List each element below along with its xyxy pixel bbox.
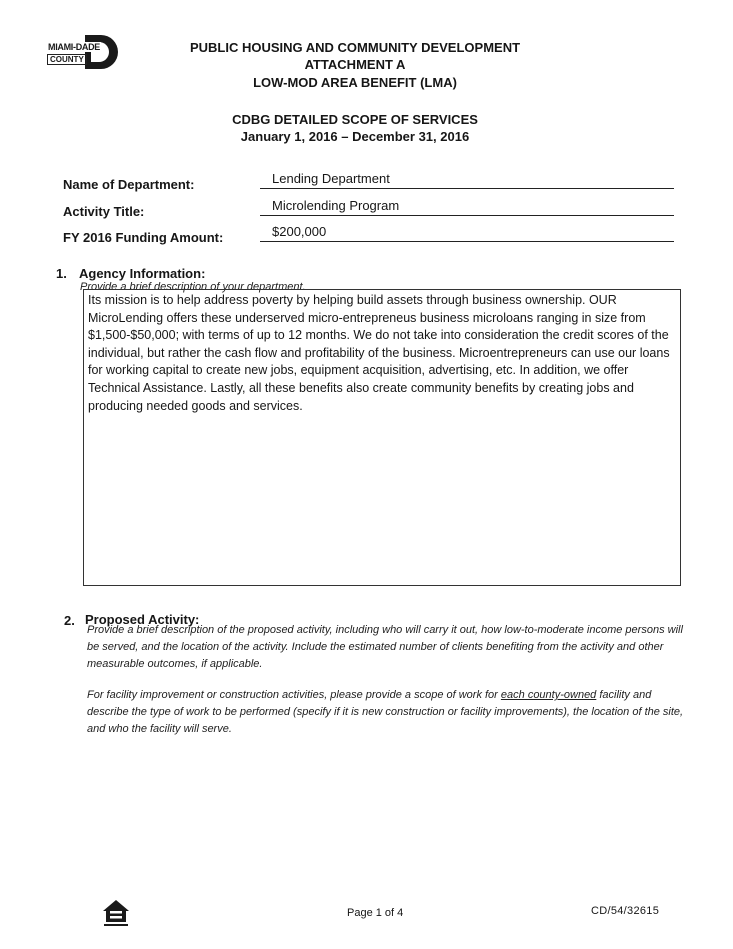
section-2-title: Proposed Activity:	[85, 612, 200, 627]
funding-amount-field: $200,000	[260, 223, 674, 242]
section-2-hint-1: Provide a brief description of the proposed activity, including who will carry it out, how low-to-moderate income persons will be served, and the location of the activity. Include the estimated number of clients benefiting from the activity and other measurable outcomes, if applicable.	[87, 624, 683, 670]
logo-line-1: MIAMI-DADE	[48, 42, 100, 52]
header-line-3: LOW-MOD AREA BENEFIT (LMA)	[253, 75, 457, 90]
section-2-hint-2-end: facility and describe the type of work to be performed (specify if it is new construction or facility improvements), the location of the site, and who the facility will serve.	[87, 689, 684, 735]
equal-housing-opportunity-icon	[100, 897, 132, 927]
section-1-number: 1.	[56, 266, 67, 281]
header-line-1: PUBLIC HOUSING AND COMMUNITY DEVELOPMENT	[189, 40, 521, 55]
section-1-title: Agency Information:	[79, 266, 206, 281]
section-2-hint-2-start: For facility improvement or construction activities, please provide a scope of work for	[87, 689, 501, 701]
agency-information-text: Its mission is to help address poverty by helping build assets through business ownership. OUR MicroLending offers these underserved micro-entrepreneus business microloans ranging in size from $1,500-$50,000; with terms of up to 12 months. We do not take into consideration the credit scores of the individual, but rather the cash flow and profitability of the business. Microentrepreneurs can use our loans for working capital to create new jobs, equipment acquisition, advertising, etc. In addition, we offer Technical Assistance. Lastly, all these benefits also create community benefits by creating jobs and producing needed goods and services.	[88, 293, 670, 413]
section-2-number: 2.	[64, 613, 75, 628]
document-code: CD/54/32615	[591, 905, 660, 917]
funding-amount-label: FY 2016 Funding Amount:	[63, 230, 224, 245]
header-date-range: January 1, 2016 – December 31, 2016	[240, 129, 470, 144]
county-logo	[45, 34, 119, 70]
header-line-4: CDBG DETAILED SCOPE OF SERVICES	[232, 112, 478, 127]
section-2-hint-2	[87, 687, 687, 738]
activity-title-field: Microlending Program	[260, 197, 674, 216]
section-1-hint: Provide a brief description of your department.	[80, 281, 306, 293]
department-label: Name of Department:	[63, 177, 195, 192]
page-number: Page 1 of 4	[347, 907, 404, 919]
activity-title-label: Activity Title:	[63, 204, 145, 219]
logo-line-2: COUNTY	[47, 54, 87, 65]
header-line-2: ATTACHMENT A	[304, 57, 406, 72]
department-field: Lending Department	[260, 170, 674, 189]
section-2-hint-2-underlined: each county-owned	[500, 689, 597, 701]
